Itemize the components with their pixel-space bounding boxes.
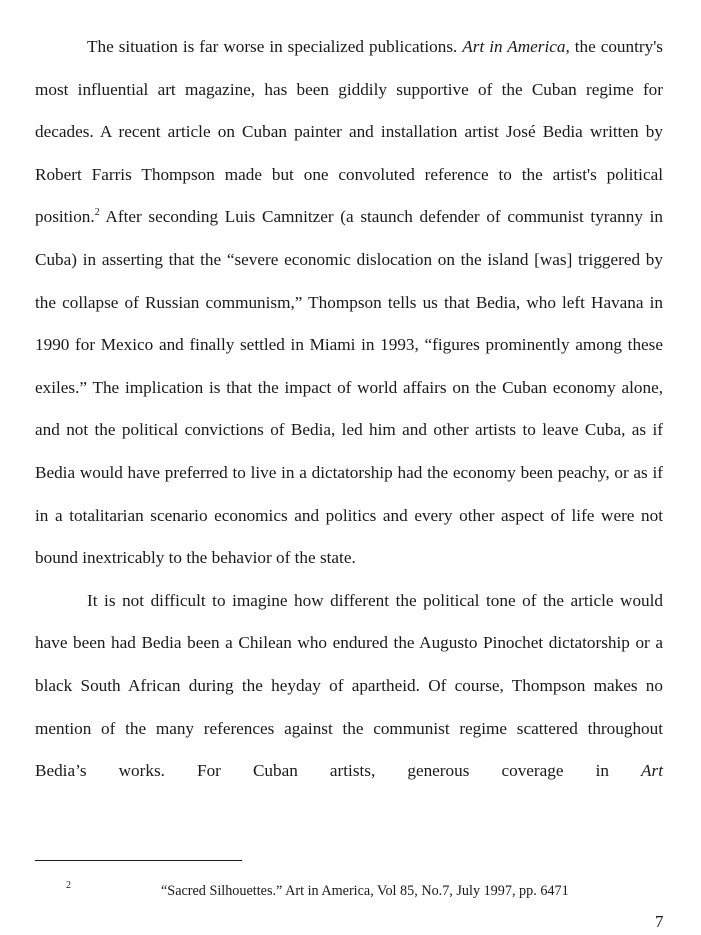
footnote-text: “Sacred Silhouettes.” Art in America, Vol 85, No.7, July 1997, pp. 6471	[161, 883, 569, 899]
footnote-marker: 2	[66, 880, 71, 891]
text-run: It is not difficult to imagine how different the political tone of the article would have been had Bedia been a Chilean who endured the Augusto Pinochet dictatorship or a black South African during the heyday of apartheid. Of course, Thompson makes no mention of the many references against the communist regime scattered throughout Bedia’s works. For Cuban artists, generous coverage in	[35, 590, 663, 781]
page-number: 7	[655, 912, 664, 931]
footnote-separator	[35, 860, 242, 861]
paragraph-2	[35, 580, 663, 793]
text-run: , the country's most influential art magazine, has been giddily supportive of the Cuban regime for decades. A recent article on Cuban painter and installation artist José Bedia written by Robert Farris Thompson made but one convoluted reference to the artist's political position.	[35, 37, 663, 227]
footnote-reference: 2	[94, 207, 100, 219]
paragraph-1	[35, 26, 663, 580]
body-text	[35, 26, 663, 793]
italic-title: Art in America	[462, 37, 566, 56]
text-run: After seconding Luis Camnitzer (a staunch defender of communist tyranny in Cuba) in asserting that the “severe economic dislocation on the island [was] triggered by the collapse of Russian communism,” Thompson tells us that Bedia, who left Havana in 1990 for Mexico and finally settled in Miami in 1993, “figures prominently among these exiles.” The implication is that the impact of world affairs on the Cuban economy alone, and not the political convictions of Bedia, led him and other artists to leave Cuba, as if Bedia would have preferred to live in a dictatorship had the economy been peachy, or as if in a totalitarian scenario economics and politics and every other aspect of life were not bound inextricably to the behavior of the state.	[35, 207, 663, 568]
italic-title: Art	[641, 761, 663, 781]
text-run: The situation is far worse in specialized publications.	[87, 37, 463, 56]
